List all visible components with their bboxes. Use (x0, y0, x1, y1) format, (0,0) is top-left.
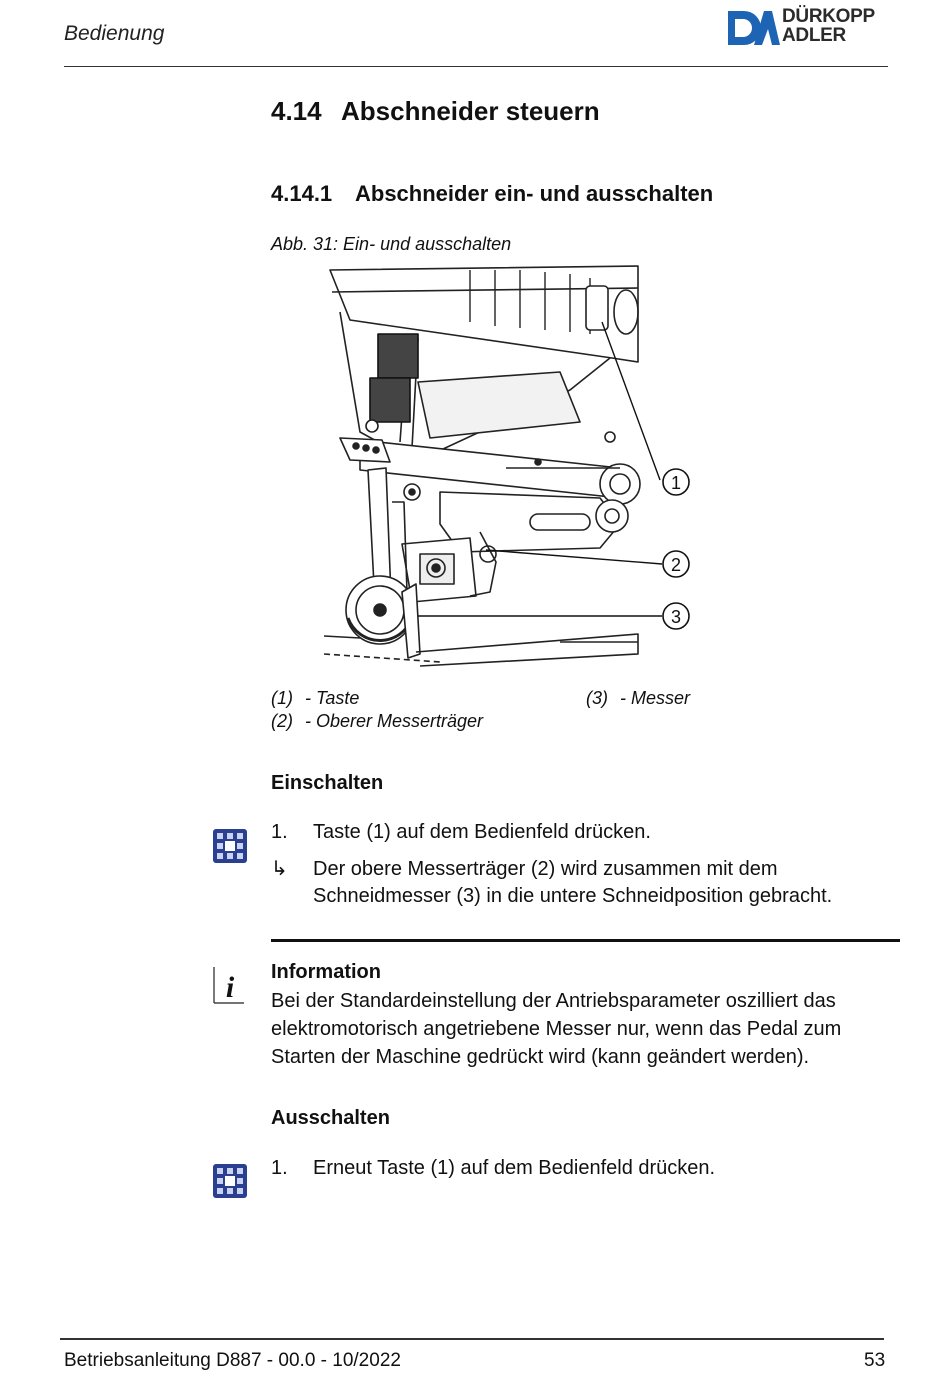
step-number: 1. (271, 821, 288, 843)
header-divider (64, 66, 888, 67)
page-number: 53 (864, 1350, 886, 1371)
subsection-heading (271, 181, 713, 207)
legend-text: - Taste (305, 688, 360, 708)
result-arrow-icon: ↳ (271, 858, 288, 880)
subsection-title: Abschneider ein- und ausschalten (355, 181, 714, 206)
einschalten-step-1 (271, 819, 911, 846)
control-panel-icon (213, 1164, 247, 1198)
logo-line-2: ADLER (782, 25, 846, 46)
section-number: 4.14 (271, 96, 322, 126)
header-section-title: Bedienung (64, 22, 165, 45)
cutter-mechanism-illustration (320, 262, 700, 674)
step-text: Taste (1) auf dem Bedienfeld drücken. (313, 821, 651, 843)
legend-text: - Oberer Messerträger (305, 711, 484, 731)
information-title: Information (271, 961, 381, 983)
callout-3-label: 3 (670, 607, 682, 627)
callout-2-label: 2 (670, 555, 682, 575)
ausschalten-heading: Ausschalten (271, 1107, 390, 1129)
section-heading (271, 96, 600, 127)
step-number: 1. (271, 1157, 288, 1179)
ausschalten-step-1 (271, 1155, 911, 1182)
legend-tag: (2) (271, 711, 293, 731)
legend-item-3 (586, 688, 690, 709)
legend-item-2 (271, 711, 483, 732)
logo-wordmark (782, 7, 875, 45)
legend-item-1 (271, 688, 359, 709)
logo-line-1: DÜRKOPP (782, 6, 875, 27)
subsection-number: 4.14.1 (271, 181, 333, 206)
result-text: Der obere Messerträger (2) wird zusammen mit dem Schneidmesser (3) in die untere Schneidposition gebracht. (313, 858, 833, 907)
footer-divider (60, 1338, 884, 1340)
figure-caption: Abb. 31: Ein- und ausschalten (271, 234, 512, 254)
svg-text:i: i (225, 971, 235, 1004)
step-text: Erneut Taste (1) auf dem Bedienfeld drücken. (313, 1157, 716, 1179)
brand-logo (724, 7, 894, 49)
control-panel-icon (213, 829, 247, 863)
einschalten-heading: Einschalten (271, 772, 384, 794)
information-icon (213, 966, 245, 1004)
section-title: Abschneider steuern (341, 96, 600, 126)
footer-document-info: Betriebsanleitung D887 - 00.0 - 10/2022 (64, 1350, 401, 1371)
legend-tag: (1) (271, 688, 293, 708)
information-divider (271, 939, 900, 942)
logo-mark-icon (724, 7, 780, 49)
legend-text: - Messer (620, 688, 691, 708)
legend-tag: (3) (586, 688, 608, 708)
callout-1-label: 1 (670, 473, 682, 493)
einschalten-result (271, 856, 911, 912)
information-body: Bei der Standardeinstellung der Antriebsparameter oszilliert das elektromotorisch angetriebene Messer nur, wenn das Pedal zum Starten der Maschine gedrückt wird (kann geändert werden). (271, 990, 842, 1068)
